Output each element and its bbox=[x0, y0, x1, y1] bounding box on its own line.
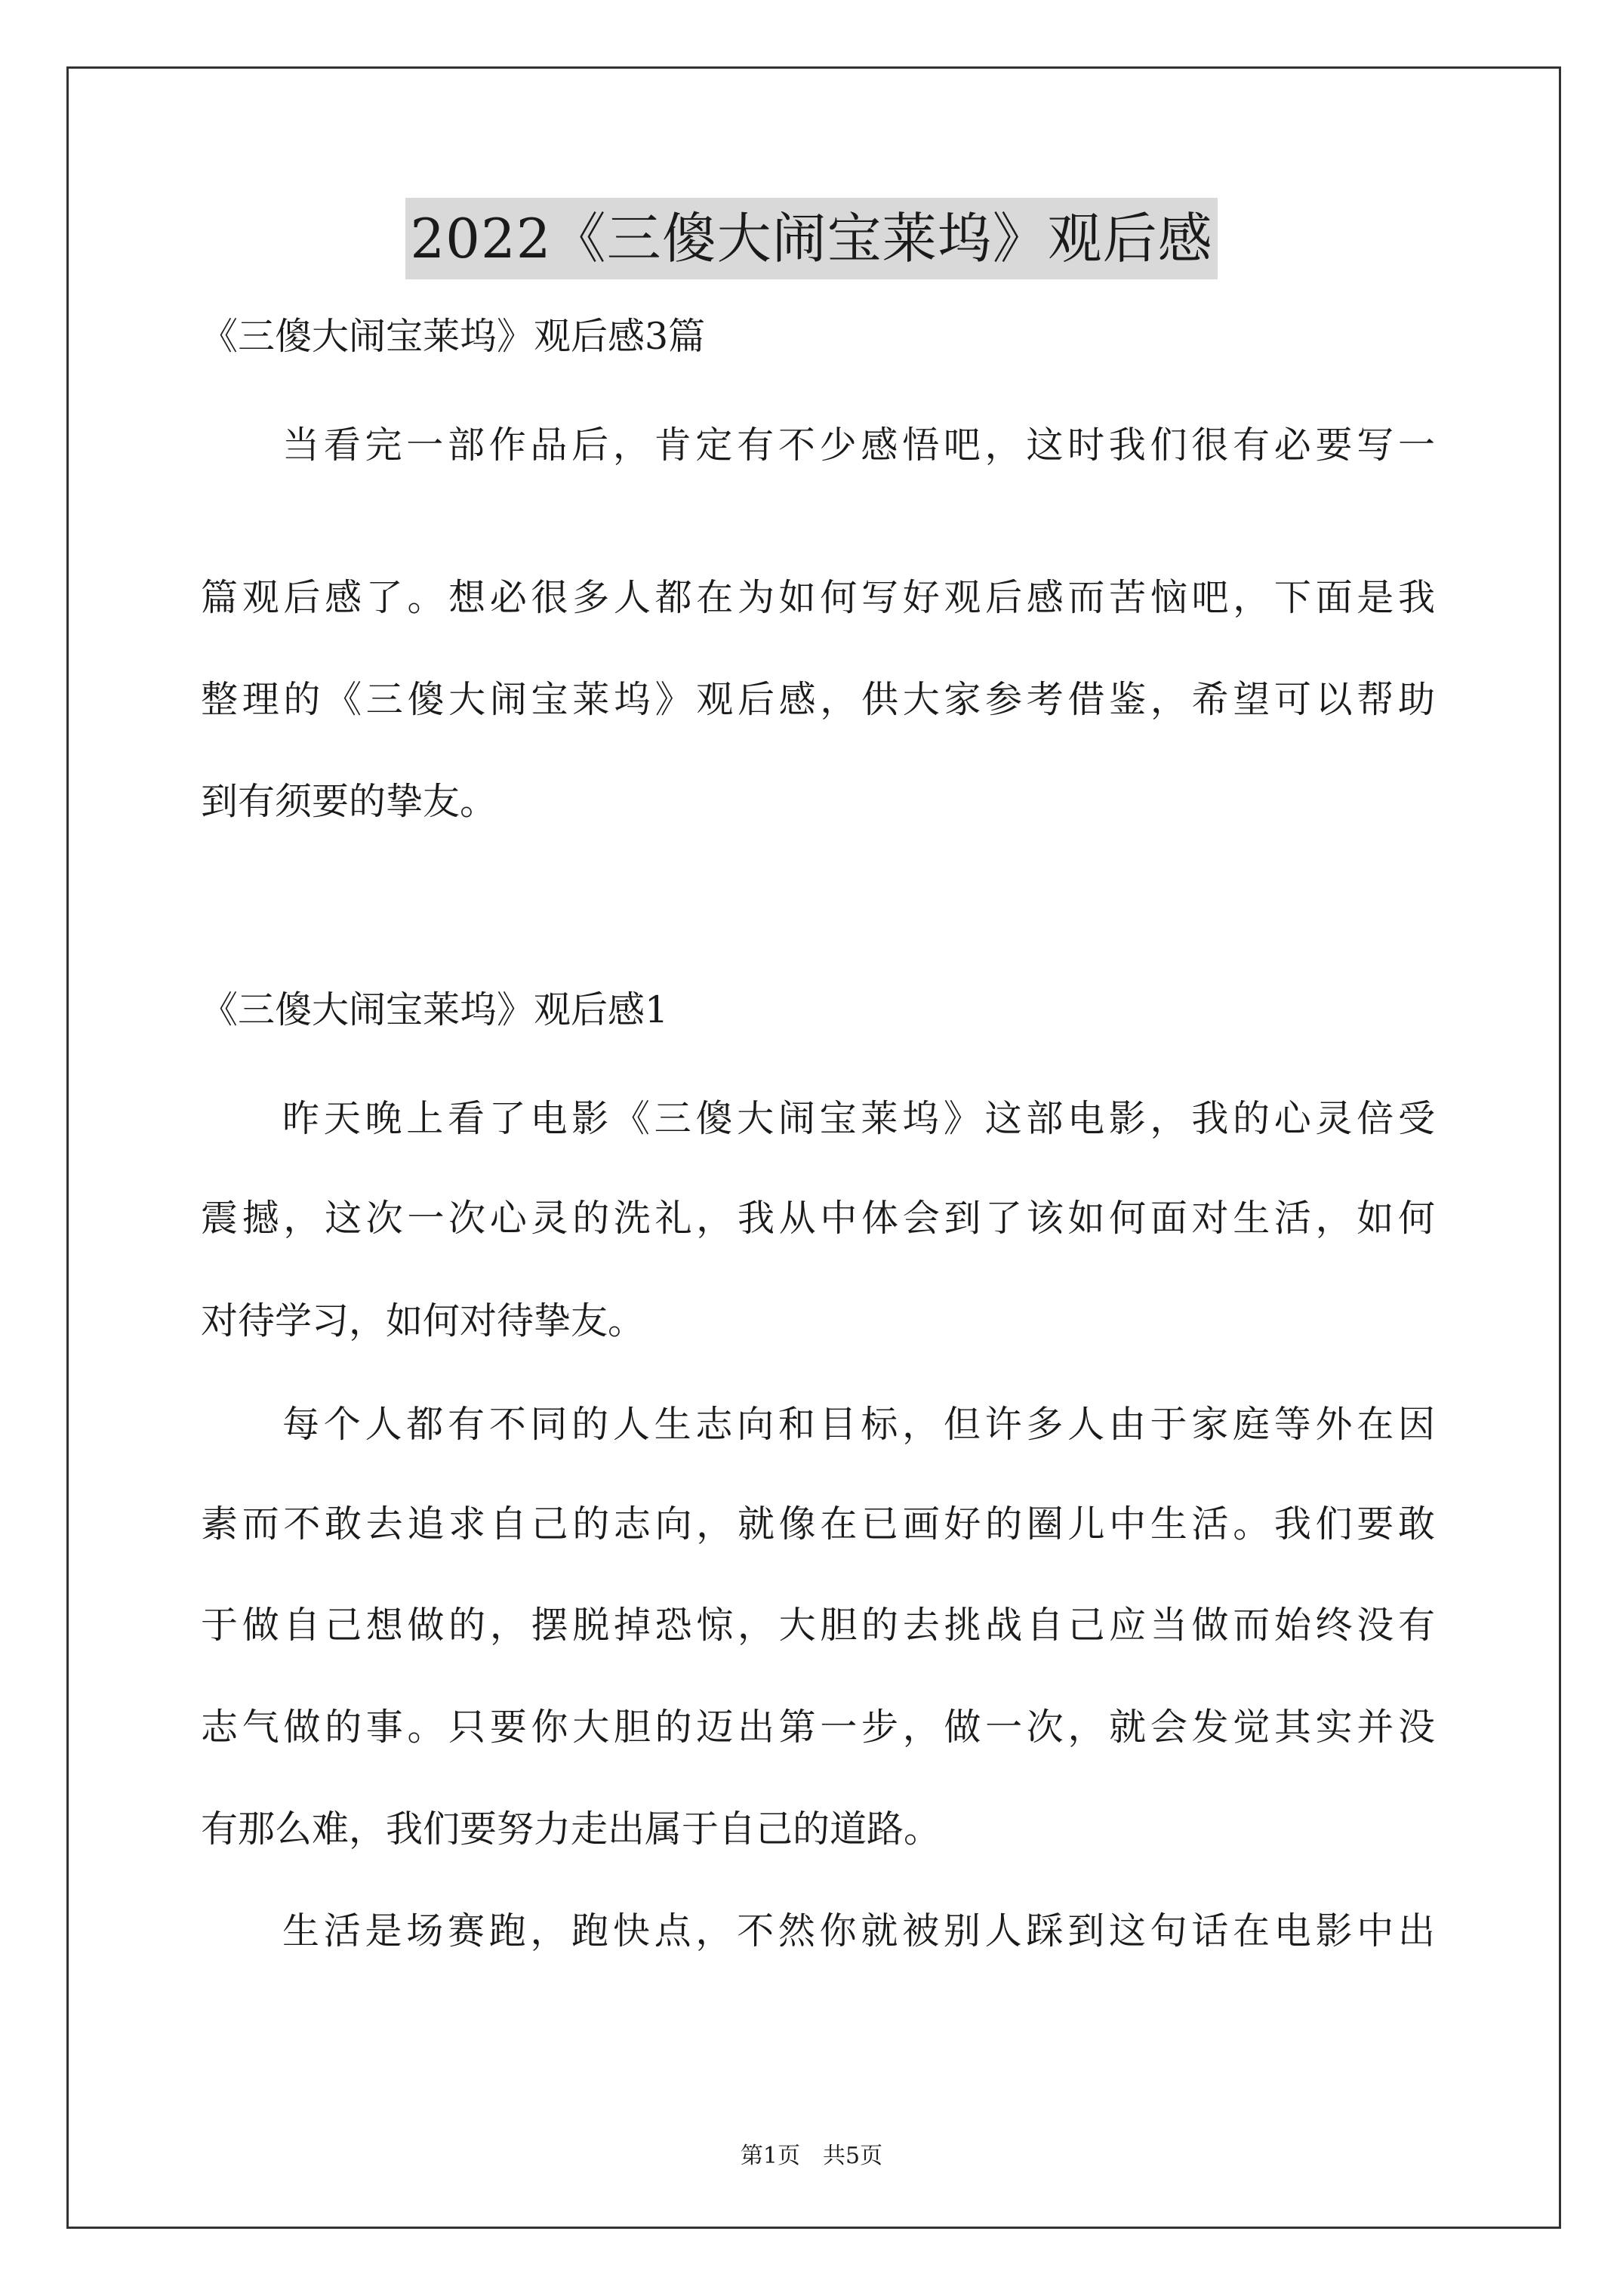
p2-line-5: 有那么难，我们要努力走出属于自己的道路。 bbox=[201, 1808, 941, 1851]
subtitle: 《三傻大闹宝莱坞》观后感3篇 bbox=[201, 315, 706, 358]
intro-line-1: 当看完一部作品后，肯定有不少感悟吧，这时我们很有必要写一 bbox=[282, 424, 1435, 467]
page-number-footer: 第1页 共5页 bbox=[740, 2143, 883, 2169]
document-title: 2022《三傻大闹宝莱坞》观后感 bbox=[405, 198, 1217, 279]
title-container bbox=[0, 198, 1623, 279]
p1-line-2: 震撼，这次一次心灵的洗礼，我从中体会到了该如何面对生活，如何 bbox=[201, 1197, 1435, 1240]
page-border bbox=[66, 66, 1561, 2229]
section-heading-1: 《三傻大闹宝莱坞》观后感1 bbox=[201, 988, 669, 1031]
p2-line-1: 每个人都有不同的人生志向和目标，但许多人由于家庭等外在因 bbox=[282, 1403, 1435, 1446]
p2-line-3: 于做自己想做的，摆脱掉恐惊，大胆的去挑战自己应当做而始终没有 bbox=[201, 1604, 1435, 1647]
p3-line-1: 生活是场赛跑，跑快点，不然你就被别人踩到这句话在电影中出 bbox=[282, 1909, 1435, 1952]
p2-line-4: 志气做的事。只要你大胆的迈出第一步，做一次，就会发觉其实并没 bbox=[201, 1706, 1435, 1749]
intro-line-4: 到有须要的挚友。 bbox=[201, 780, 497, 823]
intro-line-2: 篇观后感了。想必很多人都在为如何写好观后感而苦恼吧，下面是我 bbox=[201, 576, 1435, 619]
p2-line-2: 素而不敢去追求自己的志向，就像在已画好的圈儿中生活。我们要敢 bbox=[201, 1502, 1435, 1546]
p1-line-1: 昨天晚上看了电影《三傻大闹宝莱坞》这部电影，我的心灵倍受 bbox=[282, 1097, 1435, 1140]
intro-line-3: 整理的《三傻大闹宝莱坞》观后感，供大家参考借鉴，希望可以帮助 bbox=[201, 678, 1435, 721]
p1-line-3: 对待学习，如何对待挚友。 bbox=[201, 1299, 645, 1342]
